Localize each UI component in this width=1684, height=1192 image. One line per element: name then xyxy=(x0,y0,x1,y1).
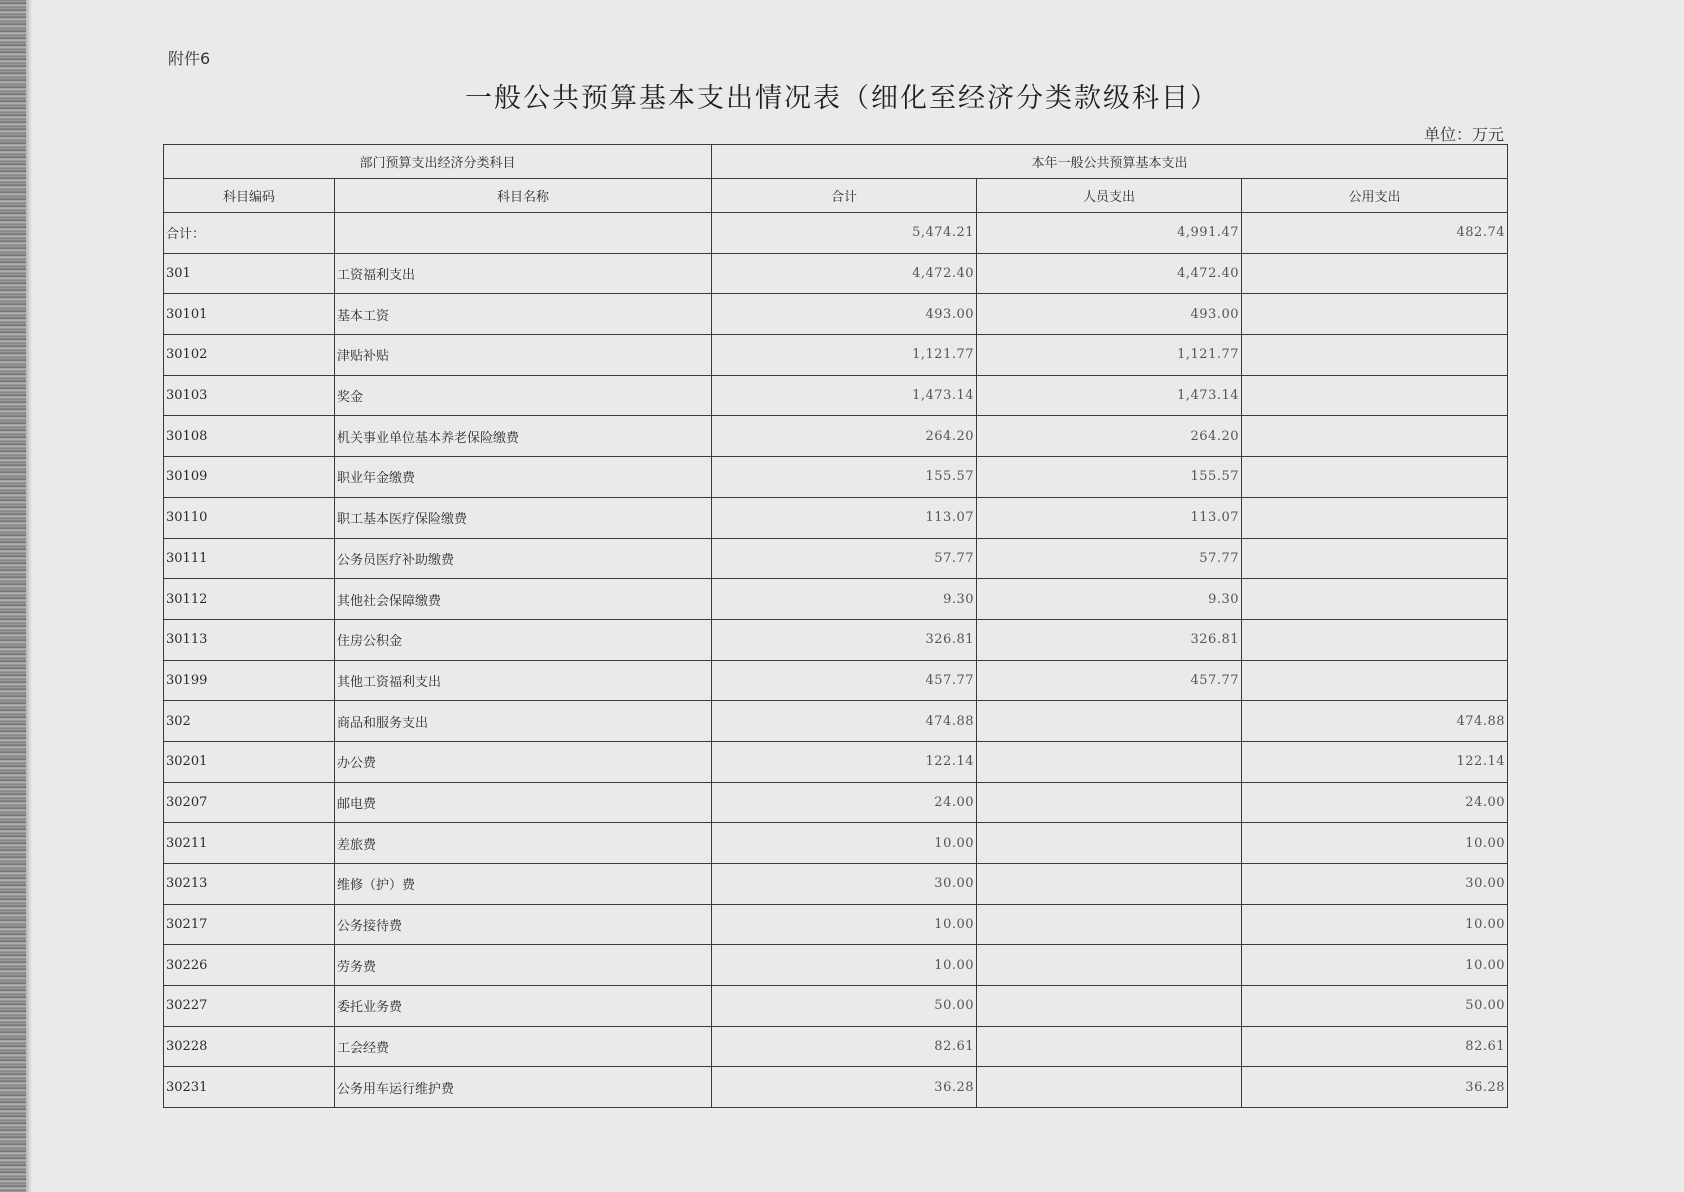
cell-total: 10.00 xyxy=(712,945,977,986)
table-row xyxy=(164,701,1508,742)
cell-personnel xyxy=(977,986,1242,1027)
cell-code: 合计： xyxy=(164,213,335,254)
cell-personnel xyxy=(977,741,1242,782)
cell-total: 82.61 xyxy=(712,1026,977,1067)
table-row xyxy=(164,986,1508,1027)
cell-name: 邮电费 xyxy=(335,782,712,823)
table-row xyxy=(164,375,1508,416)
cell-name: 机关事业单位基本养老保险缴费 xyxy=(335,416,712,457)
cell-public xyxy=(1242,619,1508,660)
cell-personnel: 1,473.14 xyxy=(977,375,1242,416)
cell-total: 50.00 xyxy=(712,986,977,1027)
cell-personnel xyxy=(977,1067,1242,1108)
cell-code: 30211 xyxy=(164,823,335,864)
column-header-code: 科目编码 xyxy=(164,179,335,213)
cell-personnel: 4,472.40 xyxy=(977,253,1242,294)
table-group-header-row xyxy=(164,145,1508,179)
cell-code: 301 xyxy=(164,253,335,294)
table-row xyxy=(164,782,1508,823)
cell-public xyxy=(1242,538,1508,579)
cell-name: 职业年金缴费 xyxy=(335,457,712,498)
table-row xyxy=(164,253,1508,294)
cell-public xyxy=(1242,375,1508,416)
cell-code: 30201 xyxy=(164,741,335,782)
cell-name: 其他工资福利支出 xyxy=(335,660,712,701)
cell-public: 30.00 xyxy=(1242,864,1508,905)
cell-public: 36.28 xyxy=(1242,1067,1508,1108)
cell-code: 30110 xyxy=(164,497,335,538)
cell-total: 10.00 xyxy=(712,823,977,864)
group-header-classification: 部门预算支出经济分类科目 xyxy=(164,145,712,179)
cell-total: 9.30 xyxy=(712,579,977,620)
cell-code: 30207 xyxy=(164,782,335,823)
cell-personnel xyxy=(977,864,1242,905)
cell-total: 57.77 xyxy=(712,538,977,579)
cell-total: 24.00 xyxy=(712,782,977,823)
unit-label: 单位：万元 xyxy=(1423,125,1504,144)
table-row xyxy=(164,619,1508,660)
scan-binding-edge xyxy=(0,0,26,1192)
cell-name: 维修（护）费 xyxy=(335,864,712,905)
cell-public: 82.61 xyxy=(1242,1026,1508,1067)
cell-personnel: 9.30 xyxy=(977,579,1242,620)
cell-public: 10.00 xyxy=(1242,904,1508,945)
cell-total: 4,472.40 xyxy=(712,253,977,294)
cell-code: 30112 xyxy=(164,579,335,620)
table-row xyxy=(164,416,1508,457)
table-row xyxy=(164,579,1508,620)
cell-personnel xyxy=(977,1026,1242,1067)
cell-code: 30213 xyxy=(164,864,335,905)
cell-total: 474.88 xyxy=(712,701,977,742)
cell-name: 办公费 xyxy=(335,741,712,782)
table-row xyxy=(164,335,1508,376)
table-row xyxy=(164,457,1508,498)
cell-name: 工会经费 xyxy=(335,1026,712,1067)
cell-total: 457.77 xyxy=(712,660,977,701)
table-row xyxy=(164,1026,1508,1067)
cell-code: 30113 xyxy=(164,619,335,660)
cell-code: 30228 xyxy=(164,1026,335,1067)
cell-code: 30226 xyxy=(164,945,335,986)
cell-total: 36.28 xyxy=(712,1067,977,1108)
cell-personnel: 4,991.47 xyxy=(977,213,1242,254)
cell-personnel: 113.07 xyxy=(977,497,1242,538)
cell-total: 1,473.14 xyxy=(712,375,977,416)
table-body xyxy=(164,213,1508,1108)
budget-table xyxy=(163,144,1508,1108)
cell-name xyxy=(335,213,712,254)
cell-code: 30109 xyxy=(164,457,335,498)
table-row xyxy=(164,538,1508,579)
page-title: 一般公共预算基本支出情况表（细化至经济分类款级科目） xyxy=(465,83,1219,114)
table-row xyxy=(164,1067,1508,1108)
table-row xyxy=(164,904,1508,945)
table-row xyxy=(164,864,1508,905)
cell-name: 工资福利支出 xyxy=(335,253,712,294)
cell-name: 公务员医疗补助缴费 xyxy=(335,538,712,579)
cell-public: 482.74 xyxy=(1242,213,1508,254)
cell-name: 基本工资 xyxy=(335,294,712,335)
attachment-label: 附件6 xyxy=(168,49,211,68)
cell-public xyxy=(1242,253,1508,294)
cell-name: 奖金 xyxy=(335,375,712,416)
table-row xyxy=(164,660,1508,701)
group-header-basic-expenditure: 本年一般公共预算基本支出 xyxy=(712,145,1508,179)
column-header-total: 合计 xyxy=(712,179,977,213)
cell-personnel xyxy=(977,904,1242,945)
cell-name: 住房公积金 xyxy=(335,619,712,660)
cell-public: 10.00 xyxy=(1242,823,1508,864)
cell-name: 差旅费 xyxy=(335,823,712,864)
table-column-header-row xyxy=(164,179,1508,213)
cell-code: 30111 xyxy=(164,538,335,579)
cell-personnel: 155.57 xyxy=(977,457,1242,498)
cell-personnel: 57.77 xyxy=(977,538,1242,579)
cell-total: 10.00 xyxy=(712,904,977,945)
table-row xyxy=(164,945,1508,986)
cell-code: 302 xyxy=(164,701,335,742)
cell-total: 493.00 xyxy=(712,294,977,335)
cell-code: 30227 xyxy=(164,986,335,1027)
table-row xyxy=(164,294,1508,335)
cell-public: 50.00 xyxy=(1242,986,1508,1027)
cell-code: 30199 xyxy=(164,660,335,701)
table-row xyxy=(164,213,1508,254)
cell-personnel: 326.81 xyxy=(977,619,1242,660)
cell-total: 155.57 xyxy=(712,457,977,498)
cell-name: 职工基本医疗保险缴费 xyxy=(335,497,712,538)
column-header-name: 科目名称 xyxy=(335,179,712,213)
cell-personnel xyxy=(977,701,1242,742)
cell-personnel xyxy=(977,782,1242,823)
cell-code: 30217 xyxy=(164,904,335,945)
cell-code: 30101 xyxy=(164,294,335,335)
cell-public xyxy=(1242,660,1508,701)
table-row xyxy=(164,497,1508,538)
cell-public xyxy=(1242,416,1508,457)
table-row xyxy=(164,741,1508,782)
cell-name: 公务接待费 xyxy=(335,904,712,945)
cell-public: 24.00 xyxy=(1242,782,1508,823)
cell-personnel xyxy=(977,823,1242,864)
column-header-personnel: 人员支出 xyxy=(977,179,1242,213)
cell-public xyxy=(1242,579,1508,620)
cell-public: 474.88 xyxy=(1242,701,1508,742)
cell-personnel: 493.00 xyxy=(977,294,1242,335)
cell-total: 122.14 xyxy=(712,741,977,782)
cell-personnel xyxy=(977,945,1242,986)
cell-code: 30102 xyxy=(164,335,335,376)
cell-public xyxy=(1242,335,1508,376)
cell-personnel: 457.77 xyxy=(977,660,1242,701)
cell-public: 10.00 xyxy=(1242,945,1508,986)
table-row xyxy=(164,823,1508,864)
cell-total: 113.07 xyxy=(712,497,977,538)
cell-code: 30103 xyxy=(164,375,335,416)
cell-name: 津贴补贴 xyxy=(335,335,712,376)
cell-total: 264.20 xyxy=(712,416,977,457)
cell-name: 公务用车运行维护费 xyxy=(335,1067,712,1108)
cell-name: 商品和服务支出 xyxy=(335,701,712,742)
cell-code: 30108 xyxy=(164,416,335,457)
cell-public xyxy=(1242,294,1508,335)
cell-total: 30.00 xyxy=(712,864,977,905)
cell-name: 其他社会保障缴费 xyxy=(335,579,712,620)
cell-personnel: 264.20 xyxy=(977,416,1242,457)
cell-code: 30231 xyxy=(164,1067,335,1108)
cell-public xyxy=(1242,497,1508,538)
cell-public xyxy=(1242,457,1508,498)
cell-public: 122.14 xyxy=(1242,741,1508,782)
cell-total: 1,121.77 xyxy=(712,335,977,376)
cell-name: 委托业务费 xyxy=(335,986,712,1027)
cell-total: 326.81 xyxy=(712,619,977,660)
cell-personnel: 1,121.77 xyxy=(977,335,1242,376)
cell-total: 5,474.21 xyxy=(712,213,977,254)
cell-name: 劳务费 xyxy=(335,945,712,986)
column-header-public: 公用支出 xyxy=(1242,179,1508,213)
